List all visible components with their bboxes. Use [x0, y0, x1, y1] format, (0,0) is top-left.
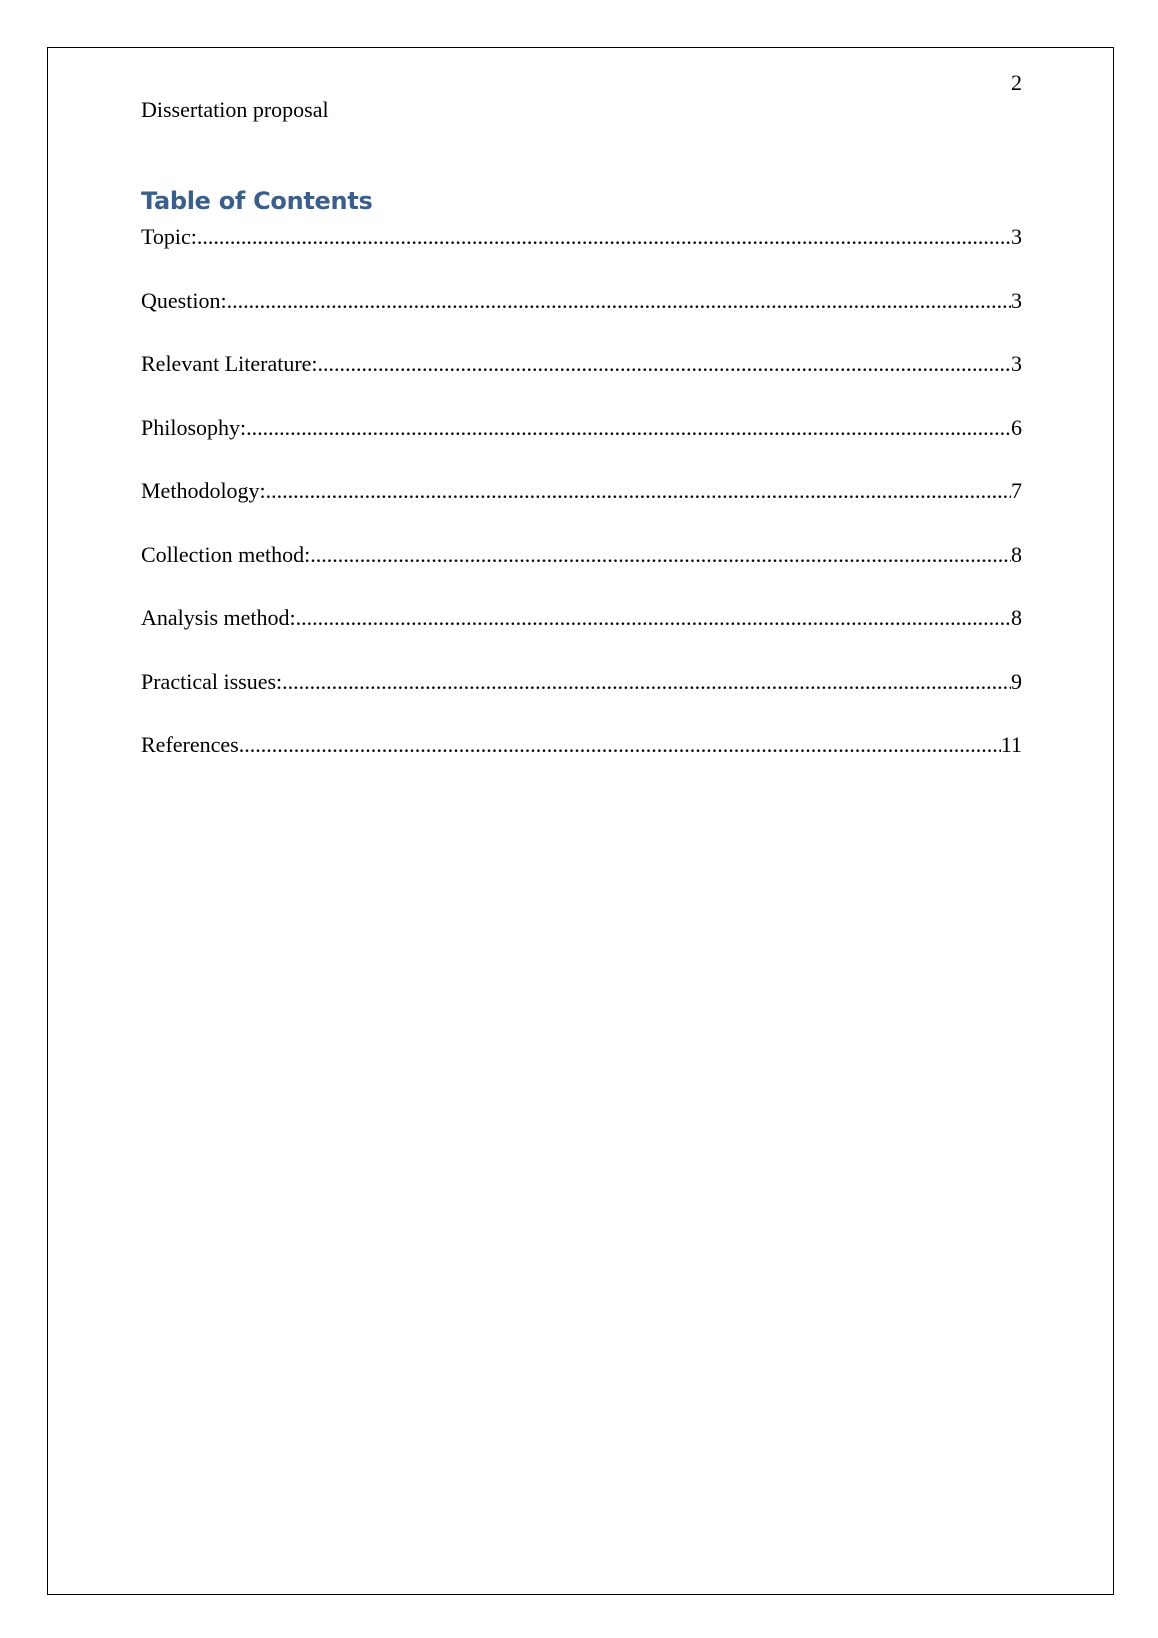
toc-entry-page: 8	[1011, 541, 1022, 567]
dot-leader	[246, 415, 1011, 441]
dot-leader	[197, 224, 1011, 250]
dot-leader	[310, 542, 1011, 568]
toc-entry-title: Collection method:	[141, 541, 311, 567]
toc-entry-page: 9	[1011, 668, 1022, 694]
toc-entry-page: 7	[1011, 478, 1022, 503]
toc-entry-topic[interactable]	[141, 224, 1022, 288]
toc-entry-page: 3	[1011, 351, 1022, 376]
toc-entry-relevant-literature[interactable]	[141, 351, 1022, 415]
toc-entry-title: Relevant Literature:	[141, 351, 318, 376]
toc-entry-title: Philosophy:	[141, 414, 247, 440]
toc-entry-title: References	[141, 732, 239, 757]
toc-entry-practical-issues[interactable]	[141, 669, 1022, 733]
toc-entry-references[interactable]	[141, 732, 1022, 796]
dot-leader	[239, 732, 1001, 758]
toc-entry-title: Practical issues:	[141, 668, 283, 694]
toc-heading: Table of Contents	[141, 187, 373, 215]
toc-entry-page: 11	[1000, 732, 1022, 757]
page-number: 2	[1011, 70, 1022, 95]
toc-entry-analysis-method[interactable]	[141, 605, 1022, 669]
running-head: Dissertation proposal	[141, 97, 329, 122]
toc-entry-title: Analysis method:	[141, 605, 296, 630]
toc-entry-page: 8	[1011, 605, 1022, 630]
dot-leader	[266, 478, 1011, 504]
dot-leader	[318, 351, 1011, 377]
toc-entry-page: 3	[1011, 224, 1022, 249]
toc-entry-collection-method[interactable]	[141, 542, 1022, 606]
toc-entry-page: 3	[1011, 287, 1022, 313]
toc-entry-page: 6	[1011, 414, 1022, 440]
toc-entry-question[interactable]	[141, 288, 1022, 352]
toc-entry-title: Methodology:	[141, 478, 266, 503]
dot-leader	[282, 669, 1011, 695]
toc-entry-methodology[interactable]	[141, 478, 1022, 542]
dot-leader	[227, 288, 1011, 314]
toc-entry-philosophy[interactable]	[141, 415, 1022, 479]
toc-entry-title: Question:	[141, 287, 227, 313]
dot-leader	[296, 605, 1011, 631]
toc-entry-title: Topic:	[141, 224, 197, 249]
table-of-contents	[141, 224, 1022, 796]
